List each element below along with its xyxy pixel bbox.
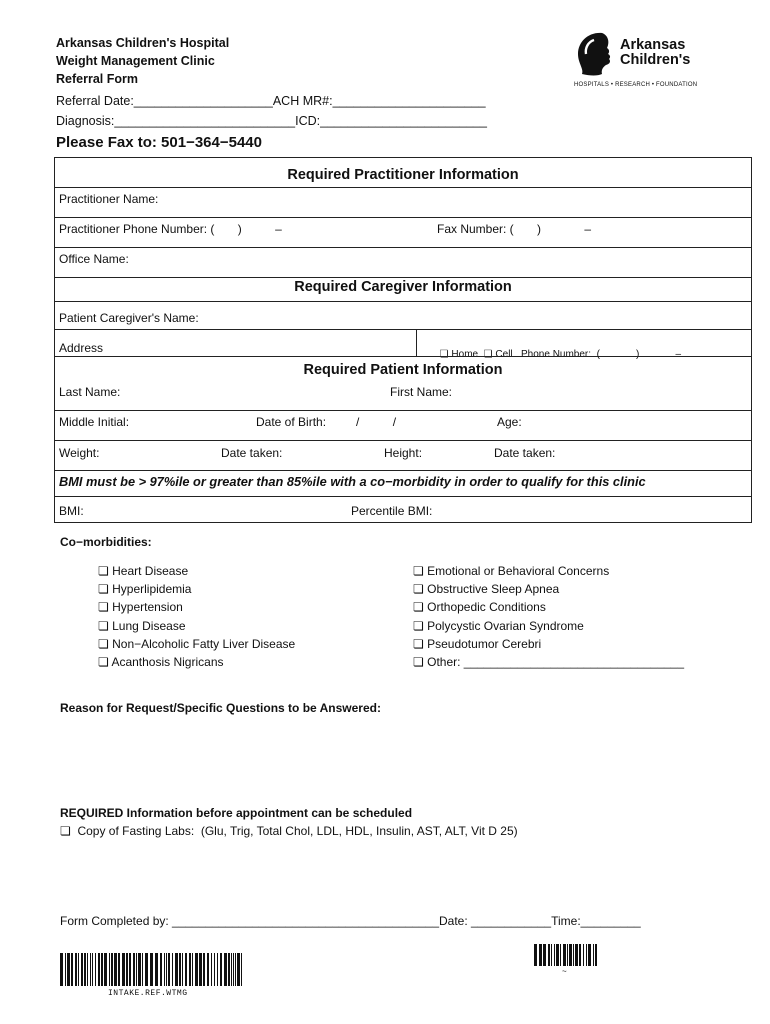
checkbox-icon[interactable]: ❏ xyxy=(413,582,424,597)
height-date-taken-label: Date taken: xyxy=(494,446,556,460)
checkbox-icon[interactable]: ❏ xyxy=(98,564,109,578)
barcode-left-icon xyxy=(60,953,244,986)
checkbox-icon[interactable]: ❏ xyxy=(413,655,424,670)
comorbidity-item[interactable] xyxy=(98,617,295,635)
comorbidity-label: Hyperlipidemia xyxy=(112,582,192,597)
first-name-label: First Name: xyxy=(390,385,453,399)
caregiver-title-row xyxy=(55,277,751,301)
comorbidity-label: Heart Disease xyxy=(112,564,189,578)
comorbidities-right-list xyxy=(413,562,684,671)
comorbidity-label: Orthopedic Conditions xyxy=(427,600,546,615)
last-name-label: Last Name: xyxy=(59,385,121,399)
bmi-requirement-row xyxy=(55,470,751,496)
practitioner-fax-label: Fax Number: ( ) – xyxy=(437,222,592,236)
address-divider xyxy=(416,330,417,356)
practitioner-phone-row[interactable] xyxy=(55,217,751,247)
comorbidity-label: Emotional or Behavioral Concerns xyxy=(427,564,610,578)
clinic-header xyxy=(56,34,229,88)
percentile-bmi-label: Percentile BMI: xyxy=(351,504,433,518)
practitioner-name-row[interactable] xyxy=(55,187,751,217)
comorbidity-item[interactable] xyxy=(413,598,684,616)
information-form-box xyxy=(54,157,752,523)
comorbidity-item[interactable] xyxy=(98,653,295,671)
practitioner-phone-label: Practitioner Phone Number: ( ) – xyxy=(59,222,282,236)
checkbox-icon[interactable]: ❏ xyxy=(60,824,71,838)
weight-label: Weight: xyxy=(59,446,100,460)
header-clinic: Weight Management Clinic xyxy=(56,54,215,68)
referral-date-field[interactable]: Referral Date:____________________ACH MR#:______________________ xyxy=(56,94,486,108)
comorbidity-label: Acanthosis Nigricans xyxy=(111,655,224,670)
checkbox-icon[interactable]: ❏ xyxy=(98,600,109,615)
comorbidity-item[interactable] xyxy=(98,635,295,653)
comorbidity-label: Obstructive Sleep Apnea xyxy=(427,582,560,597)
fasting-labs-label: Copy of Fasting Labs: (Glu, Trig, Total Chol, LDL, HDL, Insulin, AST, ALT, Vit D 25) xyxy=(77,824,518,838)
dob-label: Date of Birth: / / xyxy=(256,415,397,429)
small-mark: ~ xyxy=(562,967,567,976)
comorbidity-item[interactable] xyxy=(98,580,295,598)
caregiver-address-row[interactable] xyxy=(55,329,751,360)
form-completed-by-field[interactable]: Form Completed by: ________________________________________Date: ____________Time:_________ xyxy=(60,914,641,928)
height-label: Height: xyxy=(384,446,423,460)
comorbidity-item[interactable] xyxy=(413,562,684,580)
caregiver-name-row[interactable] xyxy=(55,301,751,329)
caregiver-phone-label: Phone Number: ( ) – xyxy=(521,349,682,360)
barcode-caption: INTAKE.REF.WTMG xyxy=(108,989,188,998)
reason-for-request-area[interactable] xyxy=(60,720,750,798)
diagnosis-field[interactable]: Diagnosis:__________________________ICD:________________________ xyxy=(56,114,487,128)
office-name-row[interactable] xyxy=(55,247,751,277)
required-info-title: REQUIRED Information before appointment can be scheduled xyxy=(60,806,413,820)
practitioner-section-title: Required Practitioner Information xyxy=(287,167,519,183)
checkbox-icon[interactable]: ❏ xyxy=(98,618,109,633)
fax-instructions: Please Fax to: 501−364−5440 xyxy=(56,134,262,151)
arkansas-childrens-logo xyxy=(572,30,702,92)
comorbidity-label: Other: _________________________________ xyxy=(427,655,685,670)
comorbidity-label: Lung Disease xyxy=(112,618,186,633)
comorbidity-label: Polycystic Ovarian Syndrome xyxy=(427,618,584,633)
home-label: Home xyxy=(451,349,479,360)
patient-name-row[interactable] xyxy=(55,382,751,410)
comorbidity-item[interactable] xyxy=(413,617,684,635)
address-label: Address xyxy=(59,341,104,355)
patient-section-title: Required Patient Information xyxy=(303,362,503,378)
comorbidity-label: Hypertension xyxy=(112,600,183,615)
comorbidity-item[interactable] xyxy=(413,635,684,653)
comorbidity-item[interactable] xyxy=(413,580,684,598)
checkbox-icon[interactable]: ❏ xyxy=(413,618,424,633)
patient-dob-row[interactable] xyxy=(55,410,751,440)
logo-name-line1: Arkansas xyxy=(620,37,686,53)
patient-measurements-row[interactable] xyxy=(55,440,751,470)
child-silhouette-icon xyxy=(572,30,620,80)
practitioner-name-label: Practitioner Name: xyxy=(59,192,159,206)
checkbox-icon[interactable]: ❏ xyxy=(413,564,424,578)
checkbox-icon[interactable]: ❏ xyxy=(413,600,424,615)
comorbidity-label: Pseudotumor Cerebri xyxy=(427,636,542,651)
header-hospital: Arkansas Children's Hospital xyxy=(56,36,230,50)
comorbidity-label: Non−Alcoholic Fatty Liver Disease xyxy=(112,636,296,651)
middle-initial-label: Middle Initial: xyxy=(59,415,130,429)
cell-label: Cell xyxy=(495,349,513,360)
comorbidities-left-list xyxy=(98,562,295,671)
fasting-labs-item[interactable] xyxy=(60,824,518,838)
weight-date-taken-label: Date taken: xyxy=(221,446,283,460)
age-label: Age: xyxy=(497,415,522,429)
bmi-label: BMI: xyxy=(59,504,84,518)
logo-name-line2: Children's xyxy=(620,52,691,68)
bmi-row[interactable] xyxy=(55,496,751,523)
checkbox-icon[interactable]: ❏ xyxy=(98,582,109,597)
bmi-requirement-note: BMI must be > 97%ile or greater than 85%ile with a co−morbidity in order to qualify for this clinic xyxy=(59,474,646,489)
logo-name xyxy=(620,38,690,68)
office-name-label: Office Name: xyxy=(59,252,129,266)
checkbox-icon[interactable]: ❏ xyxy=(413,636,424,651)
reason-for-request-label: Reason for Request/Specific Questions to be Answered: xyxy=(60,701,381,715)
barcode-right-icon xyxy=(534,944,598,966)
caregiver-name-label: Patient Caregiver's Name: xyxy=(59,311,199,325)
checkbox-icon[interactable]: ❏ xyxy=(98,655,109,670)
checkbox-icon[interactable]: ❏ xyxy=(98,636,109,651)
comorbidity-item[interactable] xyxy=(98,598,295,616)
header-form-title: Referral Form xyxy=(56,72,138,86)
comorbidities-title: Co−morbidities: xyxy=(60,535,152,549)
patient-title-row xyxy=(55,356,751,380)
comorbidity-item[interactable] xyxy=(413,653,684,671)
cell-checkbox[interactable]: ❏ xyxy=(483,349,493,360)
caregiver-section-title: Required Caregiver Information xyxy=(294,279,512,295)
home-checkbox[interactable]: ❏ xyxy=(439,349,449,360)
logo-tagline: HOSPITALS • RESEARCH • FOUNDATION xyxy=(574,82,698,88)
comorbidity-item[interactable] xyxy=(98,562,295,580)
